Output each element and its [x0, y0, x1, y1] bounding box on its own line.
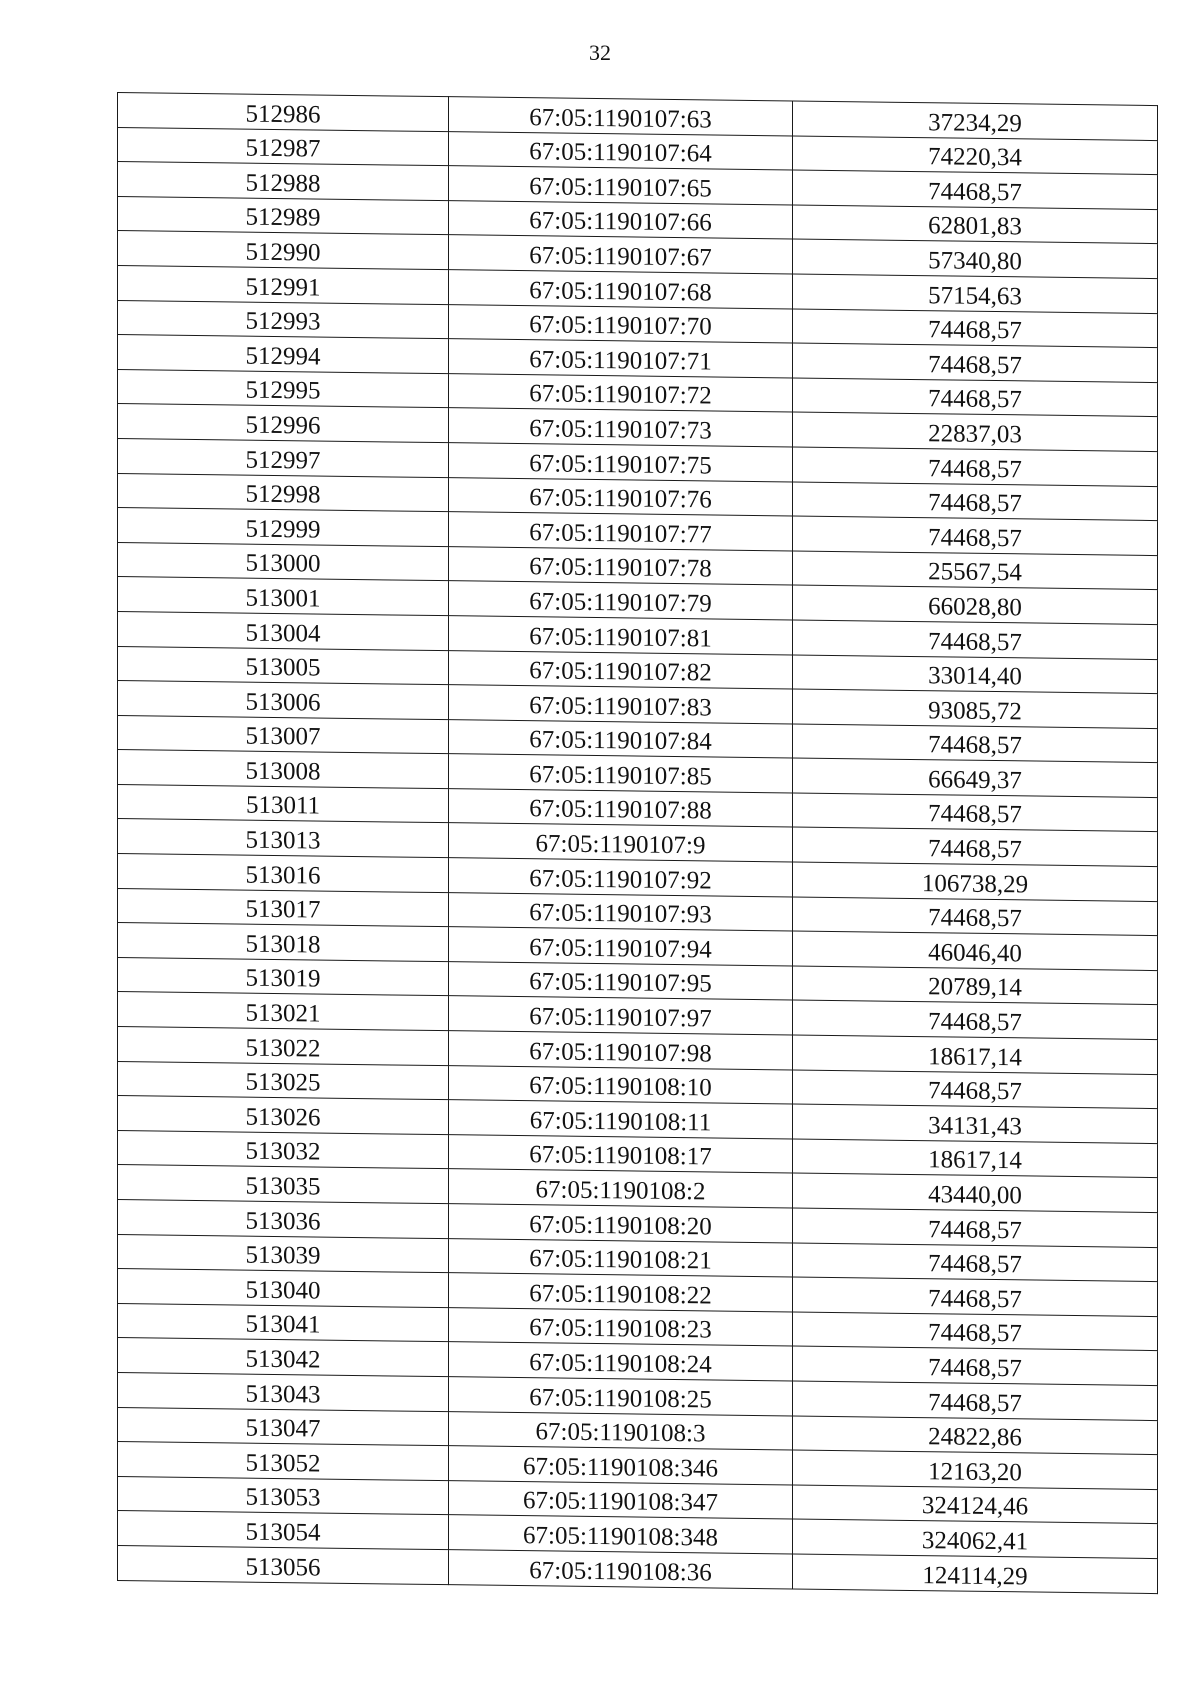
- record-number-cell-text: 512993: [245, 307, 321, 336]
- record-number-cell-text: 513032: [245, 1138, 321, 1166]
- cadastral-number-cell-text: 67:05:1190107:77: [529, 518, 712, 549]
- record-number-cell: [118, 1442, 449, 1481]
- value-cell: [793, 1243, 1158, 1282]
- cadastral-number-cell-text: 67:05:1190107:70: [529, 311, 712, 341]
- value-cell-text: 24822,86: [928, 1423, 1022, 1452]
- record-number-cell: [118, 611, 449, 650]
- cadastral-number-cell-text: 67:05:1190108:3: [535, 1418, 706, 1448]
- value-cell: [793, 827, 1158, 866]
- record-number-cell-text: 513053: [245, 1483, 321, 1512]
- record-number-cell-text: 513016: [245, 861, 321, 890]
- record-number-cell: [118, 1476, 449, 1515]
- value-cell-text: 124114,29: [922, 1561, 1028, 1590]
- cadastral-number-cell-text: 67:05:1190107:76: [529, 484, 712, 514]
- value-cell-text: 46046,40: [928, 939, 1022, 968]
- value-cell: [793, 1312, 1158, 1351]
- cadastral-number-cell-text: 67:05:1190108:10: [529, 1072, 712, 1102]
- cadastral-number-cell-text: 67:05:1190107:97: [529, 1003, 712, 1033]
- record-number-cell: [118, 265, 449, 304]
- value-cell-text: 57340,80: [928, 247, 1022, 276]
- cadastral-number-cell: [449, 166, 793, 205]
- record-number-cell-text: 513000: [245, 549, 321, 578]
- value-cell-text: 43440,00: [928, 1181, 1022, 1210]
- value-cell: [793, 274, 1158, 313]
- cadastral-number-cell-text: 67:05:1190107:81: [529, 622, 712, 652]
- cadastral-number-cell-text: 67:05:1190107:84: [529, 726, 712, 756]
- cadastral-number-cell: [449, 789, 793, 828]
- value-cell: [793, 551, 1158, 590]
- record-number-cell: [118, 473, 449, 512]
- value-cell: [793, 1139, 1158, 1178]
- value-cell: [793, 205, 1158, 244]
- cadastral-number-cell-text: 67:05:1190107:73: [529, 415, 712, 445]
- record-number-cell-text: 513056: [245, 1553, 321, 1582]
- cadastral-number-cell: [449, 200, 793, 239]
- cadastral-number-cell-text: 67:05:1190107:66: [529, 207, 712, 237]
- cadastral-number-cell: [449, 546, 793, 585]
- cadastral-number-cell: [449, 1411, 793, 1450]
- value-cell-text: 74468,57: [928, 731, 1022, 760]
- record-number-cell-text: 512996: [245, 411, 321, 440]
- cadastral-number-cell-text: 67:05:1190108:24: [529, 1349, 712, 1379]
- cadastral-number-cell-text: 67:05:1190107:9: [535, 830, 706, 860]
- record-number-cell-text: 513008: [245, 757, 321, 786]
- cadastral-number-cell: [449, 1342, 793, 1381]
- record-number-cell-text: 513011: [245, 792, 321, 821]
- cadastral-number-cell: [449, 1515, 793, 1554]
- record-number-cell: [118, 1200, 449, 1239]
- record-number-cell: [118, 1303, 449, 1342]
- value-cell-text: 66649,37: [928, 766, 1022, 795]
- cadastral-number-cell-text: 67:05:1190107:68: [529, 276, 712, 307]
- value-cell-text: 74468,57: [928, 1215, 1022, 1244]
- cadastral-number-cell: [449, 1100, 793, 1139]
- record-number-cell: [118, 1338, 449, 1377]
- cadastral-number-cell: [449, 1204, 793, 1243]
- cadastral-number-cell: [449, 616, 793, 655]
- cadastral-number-cell: [449, 581, 793, 620]
- record-number-cell: [118, 957, 449, 996]
- value-cell-text: 74468,57: [928, 177, 1022, 207]
- value-cell: [793, 689, 1158, 728]
- cadastral-number-cell: [449, 97, 793, 136]
- record-number-cell: [118, 1130, 449, 1169]
- record-number-cell: [118, 992, 449, 1031]
- record-number-cell: [118, 127, 449, 166]
- value-cell-text: 74468,57: [928, 1354, 1022, 1383]
- record-number-cell: [118, 93, 449, 132]
- record-number-cell: [118, 715, 449, 754]
- value-cell-text: 62801,83: [928, 212, 1022, 241]
- record-number-cell-text: 513043: [245, 1380, 321, 1409]
- record-number-cell-text: 513054: [245, 1518, 321, 1547]
- value-cell: [793, 1519, 1158, 1558]
- value-cell: [793, 239, 1158, 278]
- record-number-cell: [118, 923, 449, 962]
- cadastral-number-cell: [449, 1134, 793, 1173]
- record-number-cell: [118, 1027, 449, 1066]
- value-cell: [793, 897, 1158, 936]
- value-cell: [793, 309, 1158, 348]
- record-number-cell: [118, 1269, 449, 1308]
- cadastral-number-cell-text: 67:05:1190107:78: [529, 553, 712, 583]
- value-cell-text: 106738,29: [921, 869, 1029, 899]
- cadastral-number-cell-text: 67:05:1190108:17: [529, 1141, 712, 1171]
- record-number-cell-text: 513036: [245, 1207, 321, 1236]
- cadastral-number-cell-text: 67:05:1190107:82: [529, 657, 712, 687]
- cadastral-number-cell: [449, 512, 793, 551]
- record-number-cell: [118, 681, 449, 720]
- cadastral-value-table: [117, 92, 1158, 1594]
- record-number-cell: [118, 1165, 449, 1204]
- record-number-cell-text: 512988: [245, 169, 321, 198]
- record-number-cell: [118, 1511, 449, 1550]
- value-cell-text: 74468,57: [928, 385, 1022, 414]
- cadastral-number-cell: [449, 1480, 793, 1519]
- value-cell: [793, 136, 1158, 175]
- record-number-cell-text: 513007: [245, 722, 321, 751]
- cadastral-number-cell: [449, 443, 793, 482]
- cadastral-number-cell: [449, 927, 793, 966]
- record-number-cell: [118, 888, 449, 927]
- cadastral-number-cell: [449, 962, 793, 1001]
- cadastral-number-cell-text: 67:05:1190107:63: [529, 103, 712, 134]
- value-cell-text: 34131,43: [928, 1112, 1022, 1141]
- record-number-cell-text: 513006: [245, 688, 321, 717]
- record-number-cell-text: 513004: [245, 619, 321, 648]
- cadastral-number-cell: [449, 650, 793, 689]
- record-number-cell: [118, 508, 449, 547]
- record-number-cell: [118, 404, 449, 443]
- value-cell-text: 74468,57: [928, 316, 1022, 345]
- value-cell-text: 74468,57: [928, 1077, 1022, 1106]
- cadastral-number-cell: [449, 1307, 793, 1346]
- record-number-cell: [118, 231, 449, 270]
- record-number-cell-text: 513021: [245, 999, 321, 1028]
- value-cell: [793, 966, 1158, 1005]
- value-cell-text: 74468,57: [928, 835, 1022, 864]
- cadastral-number-cell-text: 67:05:1190108:21: [529, 1245, 712, 1275]
- record-number-cell-text: 512990: [245, 238, 321, 267]
- value-cell: [793, 101, 1158, 140]
- record-number-cell: [118, 750, 449, 789]
- record-number-cell-text: 513035: [245, 1172, 321, 1201]
- cadastral-number-cell-text: 67:05:1190107:95: [529, 968, 712, 998]
- cadastral-number-cell-text: 67:05:1190108:2: [535, 1176, 706, 1206]
- value-cell-text: 74468,57: [928, 1319, 1022, 1348]
- record-number-cell: [118, 854, 449, 893]
- record-number-cell-text: 513047: [245, 1414, 321, 1443]
- value-cell: [793, 1173, 1158, 1212]
- record-number-cell-text: 512986: [245, 100, 321, 129]
- value-cell: [793, 862, 1158, 901]
- page-number: 32: [589, 40, 611, 65]
- value-cell-text: 25567,54: [928, 558, 1022, 587]
- cadastral-number-cell-text: 67:05:1190108:23: [529, 1314, 712, 1344]
- cadastral-number-cell-text: 67:05:1190108:346: [523, 1452, 718, 1483]
- cadastral-number-cell: [449, 1550, 793, 1589]
- value-cell: [793, 758, 1158, 797]
- value-cell: [793, 1416, 1158, 1455]
- cadastral-number-cell: [449, 1065, 793, 1104]
- value-cell: [793, 482, 1158, 521]
- value-cell-text: 74468,57: [928, 800, 1022, 829]
- record-number-cell-text: 513013: [245, 826, 321, 855]
- cadastral-number-cell-text: 67:05:1190107:85: [529, 761, 712, 791]
- cadastral-number-cell: [449, 1377, 793, 1416]
- value-cell-text: 74468,57: [928, 1250, 1022, 1279]
- record-number-cell-text: 513018: [245, 930, 321, 959]
- value-cell: [793, 1070, 1158, 1109]
- record-number-cell: [118, 1096, 449, 1135]
- cadastral-number-cell-text: 67:05:1190107:71: [529, 345, 712, 376]
- value-cell: [793, 793, 1158, 832]
- value-cell-text: 12163,20: [928, 1457, 1022, 1487]
- record-number-cell-text: 513001: [245, 584, 321, 613]
- record-number-cell-text: 512995: [245, 376, 321, 405]
- value-cell-text: 74468,57: [928, 1008, 1022, 1037]
- value-cell-text: 324124,46: [921, 1492, 1029, 1521]
- cadastral-number-cell: [449, 1238, 793, 1277]
- record-number-cell: [118, 542, 449, 581]
- value-cell-text: 74468,57: [928, 454, 1022, 483]
- record-number-cell: [118, 1234, 449, 1273]
- record-number-cell: [118, 196, 449, 235]
- cadastral-number-cell: [449, 373, 793, 412]
- cadastral-number-cell: [449, 339, 793, 378]
- cadastral-number-cell-text: 67:05:1190108:348: [523, 1522, 718, 1552]
- cadastral-number-cell-text: 67:05:1190108:347: [523, 1487, 718, 1517]
- record-number-cell-text: 512998: [245, 480, 321, 509]
- value-cell-text: 74468,57: [928, 1284, 1022, 1314]
- value-cell-text: 74468,57: [928, 350, 1022, 380]
- record-number-cell-text: 512991: [245, 273, 321, 302]
- value-cell-text: 57154,63: [928, 281, 1022, 310]
- value-cell-text: 18617,14: [928, 1042, 1022, 1071]
- record-number-cell: [118, 1545, 449, 1584]
- value-cell: [793, 1554, 1158, 1593]
- cadastral-number-cell-text: 67:05:1190107:94: [529, 934, 712, 964]
- value-cell-text: 74468,57: [928, 904, 1022, 933]
- cadastral-number-cell: [449, 131, 793, 170]
- cadastral-number-cell: [449, 1031, 793, 1070]
- cadastral-number-cell-text: 67:05:1190107:93: [529, 899, 712, 929]
- record-number-cell: [118, 646, 449, 685]
- value-cell: [793, 1485, 1158, 1524]
- cadastral-number-cell-text: 67:05:1190108:36: [529, 1556, 712, 1587]
- record-number-cell-text: 513005: [245, 653, 321, 682]
- value-cell: [793, 931, 1158, 970]
- value-cell-text: 74220,34: [928, 143, 1022, 172]
- value-cell-text: 22837,03: [928, 420, 1022, 449]
- value-cell: [793, 1381, 1158, 1420]
- record-number-cell: [118, 1407, 449, 1446]
- value-cell-text: 93085,72: [928, 696, 1022, 726]
- cadastral-number-cell-text: 67:05:1190107:65: [529, 172, 712, 203]
- record-number-cell-text: 513039: [245, 1241, 321, 1270]
- cadastral-number-cell-text: 67:05:1190107:79: [529, 588, 712, 618]
- value-cell: [793, 1000, 1158, 1039]
- value-cell: [793, 516, 1158, 555]
- record-number-cell: [118, 300, 449, 339]
- cadastral-number-cell: [449, 270, 793, 309]
- value-cell-text: 18617,14: [928, 1146, 1022, 1175]
- record-number-cell-text: 512989: [245, 203, 321, 232]
- cadastral-number-cell: [449, 477, 793, 516]
- record-number-cell-text: 513040: [245, 1276, 321, 1305]
- record-number-cell-text: 513026: [245, 1103, 321, 1132]
- record-number-cell: [118, 1372, 449, 1411]
- value-cell: [793, 170, 1158, 209]
- value-cell-text: 74468,57: [928, 1388, 1022, 1417]
- value-cell: [793, 412, 1158, 451]
- cadastral-number-cell: [449, 1446, 793, 1485]
- cadastral-number-cell: [449, 754, 793, 793]
- record-number-cell-text: 513022: [245, 1034, 321, 1063]
- cadastral-number-cell: [449, 858, 793, 897]
- cadastral-number-cell: [449, 823, 793, 862]
- record-number-cell-text: 513019: [245, 965, 321, 993]
- cadastral-number-cell-text: 67:05:1190107:75: [529, 449, 712, 480]
- value-cell-text: 20789,14: [928, 973, 1022, 1002]
- record-number-cell: [118, 577, 449, 616]
- value-cell: [793, 343, 1158, 382]
- value-cell: [793, 1450, 1158, 1489]
- value-cell: [793, 1208, 1158, 1247]
- cadastral-number-cell: [449, 719, 793, 758]
- cadastral-number-cell-text: 67:05:1190107:98: [529, 1037, 712, 1068]
- record-number-cell: [118, 819, 449, 858]
- cadastral-number-cell: [449, 235, 793, 274]
- cadastral-number-cell-text: 67:05:1190107:72: [529, 380, 712, 410]
- value-cell-text: 74468,57: [928, 489, 1022, 518]
- record-number-cell-text: 513025: [245, 1068, 321, 1097]
- record-number-cell-text: 513017: [245, 895, 321, 924]
- record-number-cell-text: 513052: [245, 1449, 321, 1478]
- cadastral-number-cell: [449, 685, 793, 724]
- record-number-cell: [118, 1061, 449, 1100]
- value-cell: [793, 1277, 1158, 1316]
- record-number-cell-text: 513041: [245, 1310, 321, 1339]
- cadastral-number-cell: [449, 408, 793, 447]
- cadastral-number-cell-text: 67:05:1190107:88: [529, 795, 712, 825]
- cadastral-number-cell: [449, 1169, 793, 1208]
- value-cell: [793, 447, 1158, 486]
- value-cell: [793, 620, 1158, 659]
- cadastral-number-cell-text: 67:05:1190107:83: [529, 691, 712, 722]
- value-cell-text: 74468,57: [928, 523, 1022, 553]
- record-number-cell: [118, 369, 449, 408]
- record-number-cell-text: 512997: [245, 446, 321, 475]
- value-cell-text: 37234,29: [928, 108, 1022, 137]
- table-body: [118, 93, 1158, 1594]
- record-number-cell-text: 512994: [245, 342, 321, 371]
- value-cell: [793, 1346, 1158, 1385]
- record-number-cell: [118, 162, 449, 201]
- record-number-cell: [118, 438, 449, 477]
- value-cell-text: 66028,80: [928, 593, 1022, 622]
- cadastral-number-cell-text: 67:05:1190108:11: [529, 1106, 712, 1137]
- record-number-cell: [118, 335, 449, 374]
- cadastral-number-cell: [449, 304, 793, 343]
- cadastral-number-cell: [449, 1273, 793, 1312]
- record-number-cell: [118, 784, 449, 823]
- value-cell: [793, 724, 1158, 763]
- cadastral-number-cell-text: 67:05:1190107:64: [529, 138, 712, 168]
- record-number-cell-text: 513042: [245, 1345, 321, 1374]
- cadastral-number-cell-text: 67:05:1190107:67: [529, 242, 712, 272]
- value-cell-text: 324062,41: [921, 1527, 1029, 1556]
- record-number-cell-text: 512999: [245, 515, 321, 544]
- value-cell-text: 74468,57: [928, 627, 1022, 656]
- value-cell: [793, 654, 1158, 693]
- cadastral-number-cell-text: 67:05:1190108:22: [529, 1279, 712, 1310]
- record-number-cell-text: 512987: [245, 134, 321, 163]
- cadastral-number-cell-text: 67:05:1190107:92: [529, 864, 712, 895]
- value-cell: [793, 378, 1158, 417]
- value-cell: [793, 1035, 1158, 1074]
- value-cell: [793, 585, 1158, 624]
- value-cell-text: 33014,40: [928, 662, 1022, 691]
- value-cell: [793, 1104, 1158, 1143]
- cadastral-number-cell-text: 67:05:1190108:20: [529, 1210, 712, 1241]
- cadastral-number-cell: [449, 996, 793, 1035]
- cadastral-number-cell: [449, 892, 793, 931]
- cadastral-number-cell-text: 67:05:1190108:25: [529, 1383, 712, 1414]
